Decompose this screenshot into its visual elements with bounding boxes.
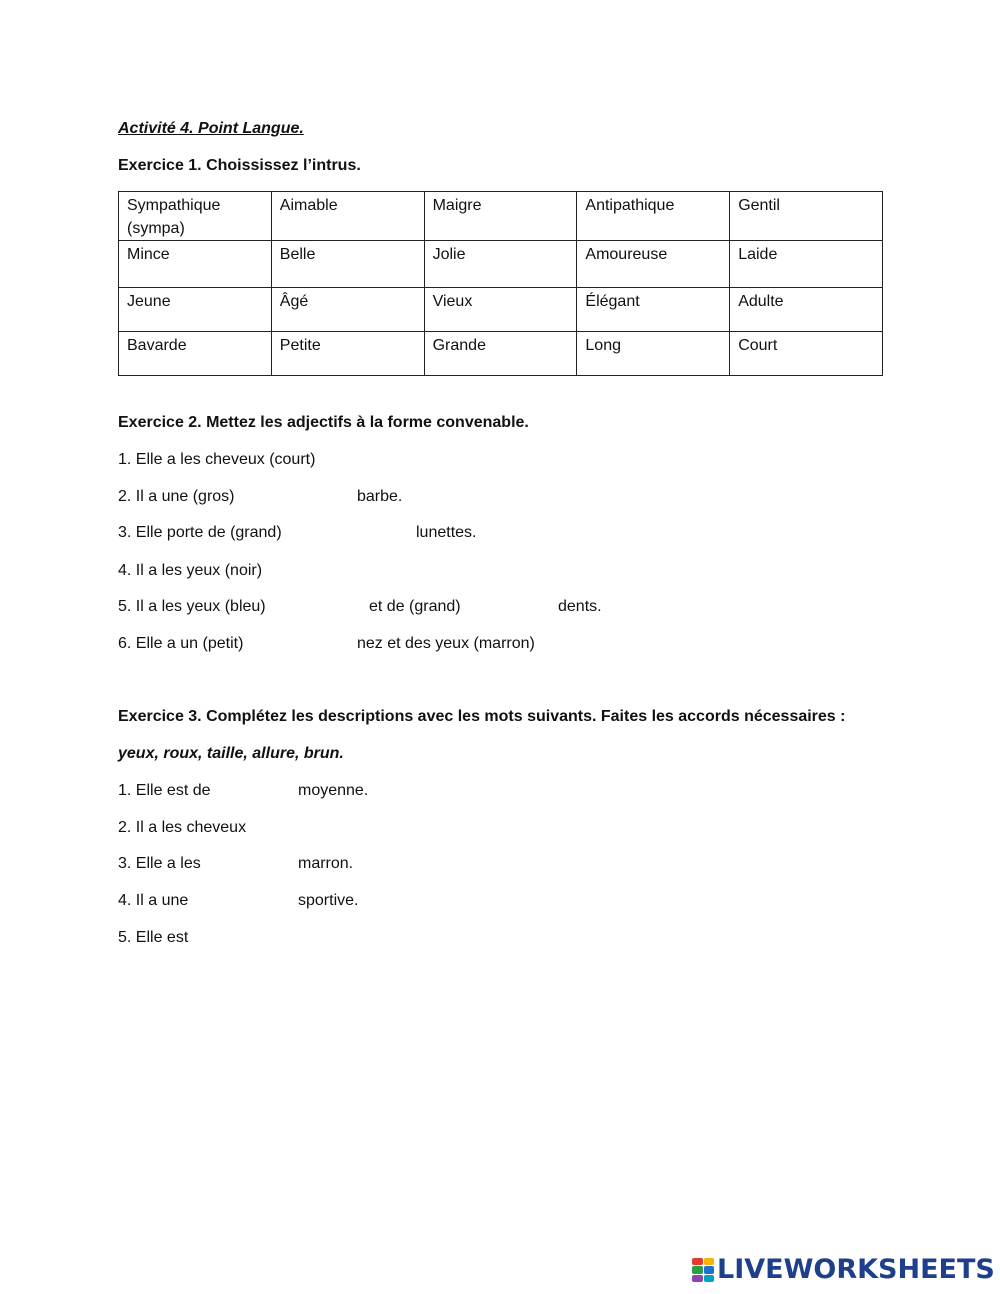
table-row (119, 332, 883, 376)
exercise2-item-3-suffix: lunettes. (416, 524, 477, 541)
logo-block (692, 1258, 703, 1265)
table-cell[interactable]: Long (577, 332, 730, 376)
exercise3-item-3-suffix: marron. (298, 855, 354, 872)
table-cell[interactable]: Grande (424, 332, 577, 376)
exercise2-item-3-text: 3. Elle porte de (grand) (118, 524, 282, 541)
table-cell[interactable]: Âgé (271, 288, 424, 332)
exercise2-item-6-text: 6. Elle a un (petit) (118, 635, 244, 652)
logo-block (692, 1275, 703, 1282)
answer-field-3-2[interactable] (252, 818, 372, 838)
exercise3-item-2-text: 2. Il a les cheveux (118, 819, 247, 836)
answer-field-2-6a[interactable] (252, 634, 352, 654)
table-cell[interactable]: Vieux (424, 288, 577, 332)
exercise1-title: Exercice 1. Choississez l’intrus. (118, 157, 361, 174)
logo-block (704, 1275, 715, 1282)
exercise3-item-1-text: 1. Elle est de (118, 782, 211, 799)
table-cell[interactable]: Sympathique (sympa) (119, 192, 272, 241)
logo-blocks-icon (692, 1258, 714, 1282)
exercise2-item-5-suffix: dents. (558, 598, 602, 615)
logo-block (692, 1266, 703, 1273)
answer-field-2-3[interactable] (290, 523, 410, 543)
table-cell[interactable]: Belle (271, 241, 424, 288)
exercise2-item-2-suffix: barbe. (357, 488, 403, 505)
table-row (119, 241, 883, 288)
logo-block (704, 1258, 715, 1265)
table-row (119, 192, 883, 241)
table-cell[interactable]: Court (730, 332, 883, 376)
exercise3-item-3-text: 3. Elle a les (118, 855, 201, 872)
answer-field-2-1[interactable] (322, 450, 482, 470)
answer-field-2-5b[interactable] (468, 597, 552, 617)
logo-block (704, 1266, 715, 1273)
table-cell[interactable]: Jeune (119, 288, 272, 332)
exercise2-item-4-text: 4. Il a les yeux (noir) (118, 562, 263, 579)
table-cell[interactable]: Petite (271, 332, 424, 376)
exercise3-item-1-suffix: moyenne. (298, 782, 369, 799)
exercise3-title: Exercice 3. Complétez les descriptions avec les mots suivants. Faites les accords nécessaires : (118, 708, 846, 725)
word-bank: yeux, roux, taille, allure, brun. (118, 745, 344, 762)
exercise3-item-5-text: 5. Elle est (118, 929, 189, 946)
table-cell[interactable]: Amoureuse (577, 241, 730, 288)
answer-field-3-1[interactable] (214, 781, 292, 801)
activity-title: Activité 4. Point Langue. (118, 120, 304, 137)
answer-field-2-5a[interactable] (270, 597, 364, 617)
table-cell[interactable]: Adulte (730, 288, 883, 332)
exercise2-item-5-middle: et de (grand) (369, 598, 461, 615)
answer-field-3-3[interactable] (204, 854, 292, 874)
exercise2-item-5-text: 5. Il a les yeux (bleu) (118, 598, 266, 615)
table-row (119, 288, 883, 332)
answer-field-2-4[interactable] (270, 561, 430, 581)
exercise2-item-1-text: 1. Elle a les cheveux (court) (118, 451, 316, 468)
table-cell[interactable]: Jolie (424, 241, 577, 288)
table-cell[interactable]: Aimable (271, 192, 424, 241)
table-cell[interactable]: Maigre (424, 192, 577, 241)
logo-text: LIVEWORKSHEETS (717, 1254, 995, 1285)
answer-field-2-6b[interactable] (544, 634, 694, 654)
table-cell[interactable]: Mince (119, 241, 272, 288)
exercise2-item-2-text: 2. Il a une (gros) (118, 488, 235, 505)
exercise3-item-4-text: 4. Il a une (118, 892, 189, 909)
table-cell[interactable]: Antipathique (577, 192, 730, 241)
table-cell[interactable]: Élégant (577, 288, 730, 332)
answer-field-3-5[interactable] (194, 928, 314, 948)
table-cell[interactable]: Bavarde (119, 332, 272, 376)
answer-field-3-4[interactable] (194, 891, 292, 911)
exercise3-item-4-suffix: sportive. (298, 892, 359, 909)
table-cell[interactable]: Gentil (730, 192, 883, 241)
intrus-table (118, 191, 883, 376)
exercise2-item-6-middle: nez et des yeux (marron) (357, 635, 535, 652)
table-cell[interactable]: Laide (730, 241, 883, 288)
liveworksheets-logo[interactable] (692, 1255, 995, 1285)
exercise2-title: Exercice 2. Mettez les adjectifs à la forme convenable. (118, 414, 529, 431)
answer-field-2-2[interactable] (240, 487, 350, 507)
